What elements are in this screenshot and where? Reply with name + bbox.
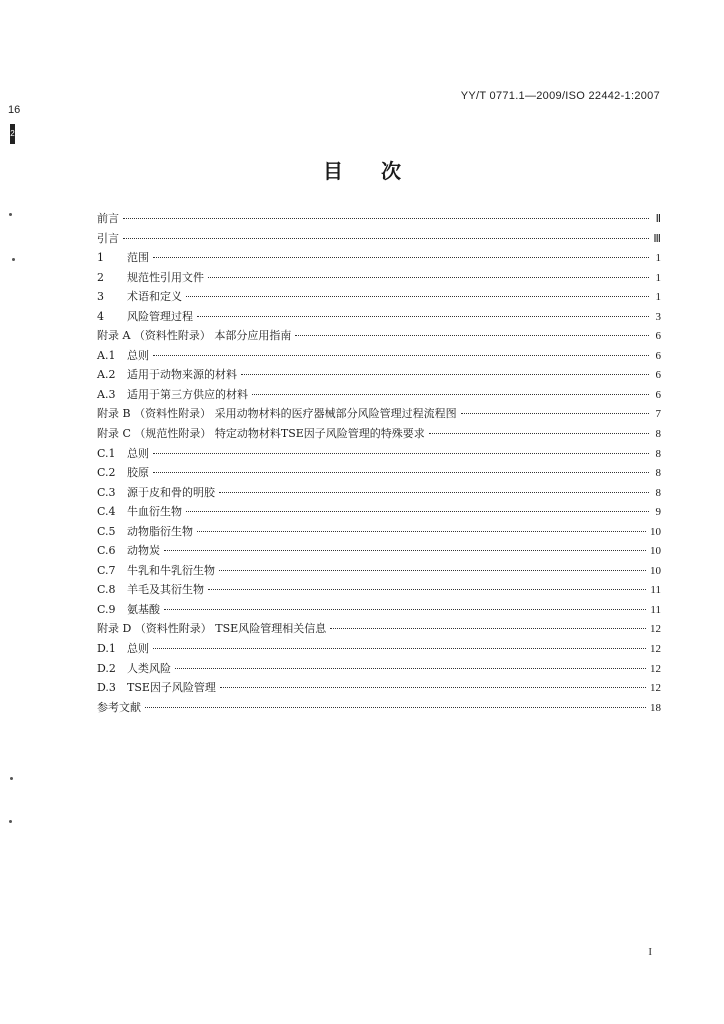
toc-entry-page: 18 bbox=[650, 701, 661, 714]
toc-entry-label bbox=[97, 523, 193, 539]
toc-entry-text: 源于皮和骨的明胶 bbox=[127, 485, 215, 499]
toc-entry-text: 范围 bbox=[127, 251, 149, 265]
standard-code-header: YY/T 0771.1—2009/ISO 22442-1:2007 bbox=[460, 90, 660, 102]
toc-entry-label bbox=[97, 484, 215, 500]
margin-binding-mark: 2 bbox=[10, 124, 15, 144]
toc-entry-text: 牛乳和牛乳衍生物 bbox=[127, 563, 215, 577]
toc-entry[interactable] bbox=[97, 542, 661, 562]
toc-entry-text: 风险管理过程 bbox=[127, 309, 193, 323]
scan-speck bbox=[9, 820, 12, 823]
toc-entry-page: 6 bbox=[655, 369, 661, 382]
toc-entry[interactable] bbox=[97, 425, 661, 445]
toc-entry[interactable] bbox=[97, 484, 661, 504]
toc-entry-text: 前言 bbox=[97, 212, 119, 225]
toc-entry-number: C.4 bbox=[97, 505, 116, 519]
toc-entry-page: 11 bbox=[650, 584, 661, 597]
toc-entry-label bbox=[97, 288, 182, 304]
toc-entry-number: C.9 bbox=[97, 602, 116, 616]
toc-entry-page: 11 bbox=[650, 603, 661, 616]
toc-entry-number: D.3 bbox=[97, 681, 116, 695]
toc-entry-page: Ⅲ bbox=[653, 232, 661, 245]
toc-entry-text: 总则 bbox=[127, 642, 149, 656]
toc-entry[interactable] bbox=[97, 620, 661, 640]
toc-entry-text: 附录 D （资料性附录） TSE风险管理相关信息 bbox=[97, 622, 327, 636]
toc-leader-dots bbox=[153, 472, 649, 473]
toc-entry-label bbox=[97, 601, 160, 617]
toc-entry-page: Ⅱ bbox=[655, 213, 661, 225]
toc-entry[interactable] bbox=[97, 679, 661, 699]
toc-entry-page: 3 bbox=[655, 310, 661, 323]
toc-entry-number: C.5 bbox=[97, 524, 116, 538]
toc-entry-label bbox=[97, 327, 291, 343]
toc-leader-dots bbox=[186, 511, 649, 512]
toc-entry[interactable] bbox=[97, 347, 661, 367]
toc-entry-text: TSE因子风险管理 bbox=[127, 681, 216, 695]
scan-speck bbox=[10, 777, 13, 780]
toc-entry-text: 术语和定义 bbox=[127, 290, 182, 304]
toc-leader-dots bbox=[175, 668, 646, 669]
toc-entry[interactable] bbox=[97, 699, 661, 719]
toc-entry-label bbox=[97, 386, 248, 402]
toc-entry-number: C.1 bbox=[97, 446, 116, 460]
toc-entry-number: A.1 bbox=[97, 348, 116, 362]
toc-leader-dots bbox=[153, 648, 646, 649]
toc-entry[interactable] bbox=[97, 464, 661, 484]
toc-entry[interactable] bbox=[97, 660, 661, 680]
toc-leader-dots bbox=[219, 570, 646, 571]
toc-entry-text: 人类风险 bbox=[127, 661, 171, 675]
toc-leader-dots bbox=[461, 413, 649, 414]
toc-leader-dots bbox=[153, 453, 649, 454]
toc-leader-dots bbox=[145, 707, 646, 708]
toc-entry[interactable] bbox=[97, 269, 661, 289]
toc-entry-text: 总则 bbox=[127, 446, 149, 460]
toc-entry-number: A.2 bbox=[97, 368, 116, 382]
toc-leader-dots bbox=[241, 374, 649, 375]
toc-leader-dots bbox=[197, 531, 646, 532]
toc-entry-number: 2 bbox=[97, 270, 104, 284]
toc-entry-page: 12 bbox=[650, 662, 661, 675]
toc-entry[interactable] bbox=[97, 327, 661, 347]
toc-entry-page: 1 bbox=[655, 291, 661, 304]
toc-entry-page: 9 bbox=[655, 506, 661, 519]
toc-entry-number: D.2 bbox=[97, 661, 116, 675]
toc-entry-text: 动物脂衍生物 bbox=[127, 524, 193, 538]
toc-entry[interactable] bbox=[97, 581, 661, 601]
toc-entry-number: D.1 bbox=[97, 642, 116, 656]
toc-entry-label bbox=[97, 445, 149, 461]
toc-entry-label bbox=[97, 249, 149, 265]
toc-entry-page: 12 bbox=[650, 643, 661, 656]
toc-leader-dots bbox=[186, 296, 649, 297]
toc-entry-label bbox=[97, 308, 193, 324]
toc-entry-text: 规范性引用文件 bbox=[127, 270, 204, 284]
toc-leader-dots bbox=[330, 628, 646, 629]
toc-entry[interactable] bbox=[97, 562, 661, 582]
toc-entry-label bbox=[97, 464, 149, 480]
toc-entry[interactable] bbox=[97, 640, 661, 660]
footer-page-number: I bbox=[648, 946, 652, 958]
toc-entry-page: 10 bbox=[650, 564, 661, 577]
toc-entry-label bbox=[97, 210, 119, 226]
toc-entry[interactable] bbox=[97, 210, 661, 230]
toc-entry-label bbox=[97, 503, 182, 519]
margin-page-number: 16 bbox=[8, 104, 21, 116]
toc-entry[interactable] bbox=[97, 405, 661, 425]
scan-speck bbox=[12, 258, 15, 261]
table-of-contents bbox=[97, 210, 661, 718]
toc-entry-label bbox=[97, 679, 216, 695]
toc-entry-label bbox=[97, 405, 457, 421]
toc-leader-dots bbox=[153, 355, 649, 356]
toc-entry-number: A.3 bbox=[97, 387, 116, 401]
toc-entry[interactable] bbox=[97, 445, 661, 465]
toc-entry-text: 氨基酸 bbox=[127, 602, 160, 616]
toc-leader-dots bbox=[123, 238, 649, 239]
toc-leader-dots bbox=[219, 492, 649, 493]
toc-entry-page: 8 bbox=[655, 428, 661, 441]
toc-entry-text: 总则 bbox=[127, 348, 149, 362]
toc-entry-label bbox=[97, 699, 141, 715]
toc-entry-page: 10 bbox=[650, 525, 661, 538]
toc-entry[interactable] bbox=[97, 249, 661, 269]
toc-entry-page: 6 bbox=[655, 349, 661, 362]
toc-entry[interactable] bbox=[97, 288, 661, 308]
toc-entry-page: 6 bbox=[655, 388, 661, 401]
toc-entry-page: 8 bbox=[655, 447, 661, 460]
toc-entry-number: 3 bbox=[97, 290, 104, 304]
toc-leader-dots bbox=[164, 550, 646, 551]
toc-entry-page: 7 bbox=[655, 408, 661, 421]
toc-entry-text: 附录 C （规范性附录） 特定动物材料TSE因子风险管理的特殊要求 bbox=[97, 427, 425, 441]
toc-entry-page: 10 bbox=[650, 545, 661, 558]
toc-entry-label bbox=[97, 425, 425, 441]
toc-leader-dots bbox=[295, 335, 649, 336]
toc-leader-dots bbox=[153, 257, 649, 258]
page-title: 目次 bbox=[323, 159, 439, 183]
toc-entry-text: 参考文献 bbox=[97, 700, 141, 714]
toc-entry[interactable] bbox=[97, 503, 661, 523]
toc-entry[interactable] bbox=[97, 601, 661, 621]
toc-entry-label bbox=[97, 562, 215, 578]
toc-entry-text: 胶原 bbox=[127, 466, 149, 480]
toc-entry-label bbox=[97, 347, 149, 363]
toc-entry-text: 适用于第三方供应的材料 bbox=[127, 387, 248, 401]
toc-entry-label bbox=[97, 620, 326, 636]
toc-entry-page: 12 bbox=[650, 682, 661, 695]
toc-entry[interactable] bbox=[97, 308, 661, 328]
toc-entry-number: 1 bbox=[97, 251, 104, 265]
toc-entry[interactable] bbox=[97, 386, 661, 406]
toc-entry-label bbox=[97, 366, 237, 382]
toc-entry-label bbox=[97, 660, 171, 676]
toc-entry-page: 1 bbox=[655, 271, 661, 284]
toc-leader-dots bbox=[429, 433, 649, 434]
toc-entry-number: C.7 bbox=[97, 563, 116, 577]
toc-entry-label bbox=[97, 230, 119, 246]
toc-entry-label bbox=[97, 581, 204, 597]
toc-leader-dots bbox=[220, 687, 646, 688]
toc-entry-text: 羊毛及其衍生物 bbox=[127, 583, 204, 597]
toc-entry-page: 1 bbox=[655, 252, 661, 265]
toc-entry[interactable] bbox=[97, 366, 661, 386]
toc-entry-page: 6 bbox=[655, 330, 661, 343]
toc-entry-label bbox=[97, 542, 160, 558]
toc-entry-number: 4 bbox=[97, 309, 104, 323]
toc-entry-number: C.2 bbox=[97, 466, 116, 480]
toc-entry[interactable] bbox=[97, 230, 661, 250]
toc-leader-dots bbox=[252, 394, 649, 395]
toc-entry-page: 8 bbox=[655, 467, 661, 480]
scan-speck bbox=[9, 213, 12, 216]
toc-leader-dots bbox=[197, 316, 649, 317]
toc-entry-page: 8 bbox=[655, 486, 661, 499]
toc-leader-dots bbox=[208, 277, 649, 278]
toc-entry[interactable] bbox=[97, 523, 661, 543]
toc-entry-number: C.8 bbox=[97, 583, 116, 597]
toc-entry-text: 牛血衍生物 bbox=[127, 505, 182, 519]
toc-entry-number: C.6 bbox=[97, 544, 116, 558]
toc-entry-number: C.3 bbox=[97, 485, 116, 499]
toc-entry-label bbox=[97, 269, 204, 285]
toc-entry-text: 动物炭 bbox=[127, 544, 160, 558]
toc-entry-text: 附录 A （资料性附录） 本部分应用指南 bbox=[97, 329, 292, 343]
toc-leader-dots bbox=[123, 218, 649, 219]
toc-entry-text: 引言 bbox=[97, 231, 119, 245]
toc-entry-text: 附录 B （资料性附录） 采用动物材料的医疗器械部分风险管理过程流程图 bbox=[97, 407, 457, 421]
toc-entry-label bbox=[97, 640, 149, 656]
toc-leader-dots bbox=[164, 609, 646, 610]
toc-entry-text: 适用于动物来源的材料 bbox=[127, 368, 237, 382]
toc-leader-dots bbox=[208, 589, 646, 590]
toc-entry-page: 12 bbox=[650, 623, 661, 636]
